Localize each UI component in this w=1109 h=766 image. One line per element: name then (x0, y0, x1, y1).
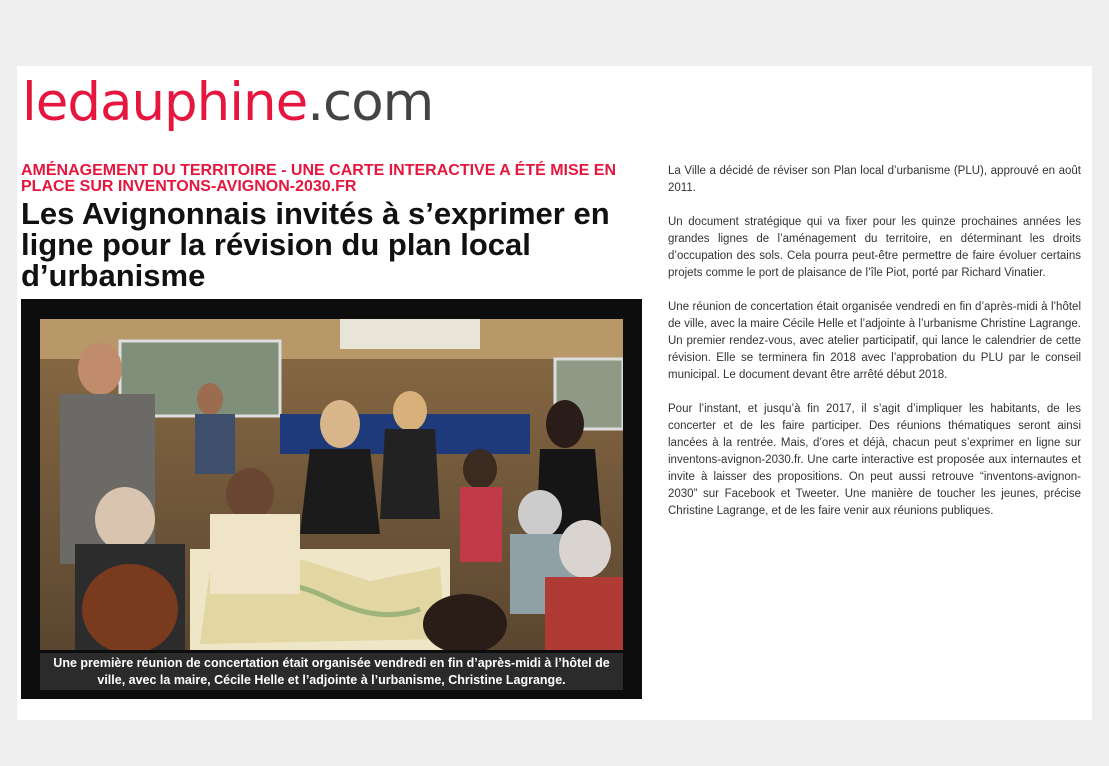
article-paragraph: Pour l’instant, et jusqu’à fin 2017, il s’agit d’impliquer les habitants, de les concerter et de les faire participer. Des réunions thématiques seront ainsi lancées à la rentrée. Mais, d’ores et déjà, chacun peut s’exprimer en ligne sur inventons-avignon-2030.fr. Une carte interactive est proposée aux internautes et invite à laisser des propositions. On peut aussi retrouve “inventons-avignon-2030” sur Facebook et Tweeter. Une manière de toucher les jeunes, précise Christine Lagrange, et de les faire venir aux réunions publiques. (668, 403, 1081, 517)
article-page (17, 66, 1092, 720)
article-paragraph: Une réunion de concertation était organisée vendredi en fin d’après-midi à l’hôtel de ville, avec la maire Cécile Helle et l’adjointe à l’urbanisme Christine Lagrange. Un premier rendez-vous, avec atelier participatif, qui lance le calendrier de cette révision. Elle se terminera fin 2018 avec l’approbation du PLU par le conseil municipal. Le document devant être arrêté début 2018. (668, 301, 1081, 381)
logo-brand: ledauphine (22, 72, 308, 133)
photo-caption: Une première réunion de concertation était organisée vendredi en fin d’après-midi à l’hôtel de ville, avec la maire, Cécile Helle et l’adjointe à l’urbanisme, Christine Lagrange. (40, 653, 623, 690)
meeting-photo (40, 319, 623, 650)
article-kicker: AMÉNAGEMENT DU TERRITOIRE - UNE CARTE INTERACTIVE A ÉTÉ MISE EN PLACE SUR INVENTONS-AVIGNON-2030.FR (21, 162, 616, 195)
article-body (668, 163, 1081, 537)
photo-frame (21, 299, 642, 699)
site-logo[interactable] (22, 68, 433, 138)
article-headline: Les Avignonnais invités à s’exprimer en ligne pour la révision du plan local d’urbanisme (21, 196, 610, 293)
article-paragraph: Un document stratégique qui va fixer pour les quinze prochaines années les grandes lignes de l’aménagement du territoire, en déterminant les droits d’occupation des sols. Cela pourra peut-être permettre de faire évoluer certains projets comme le port de plaisance de l’île Piot, porté par Richard Vinatier. (668, 216, 1081, 279)
article-paragraph: La Ville a décidé de réviser son Plan local d’urbanisme (PLU), approuvé en août 2011. (668, 165, 1081, 194)
logo-tld: .com (307, 72, 434, 133)
